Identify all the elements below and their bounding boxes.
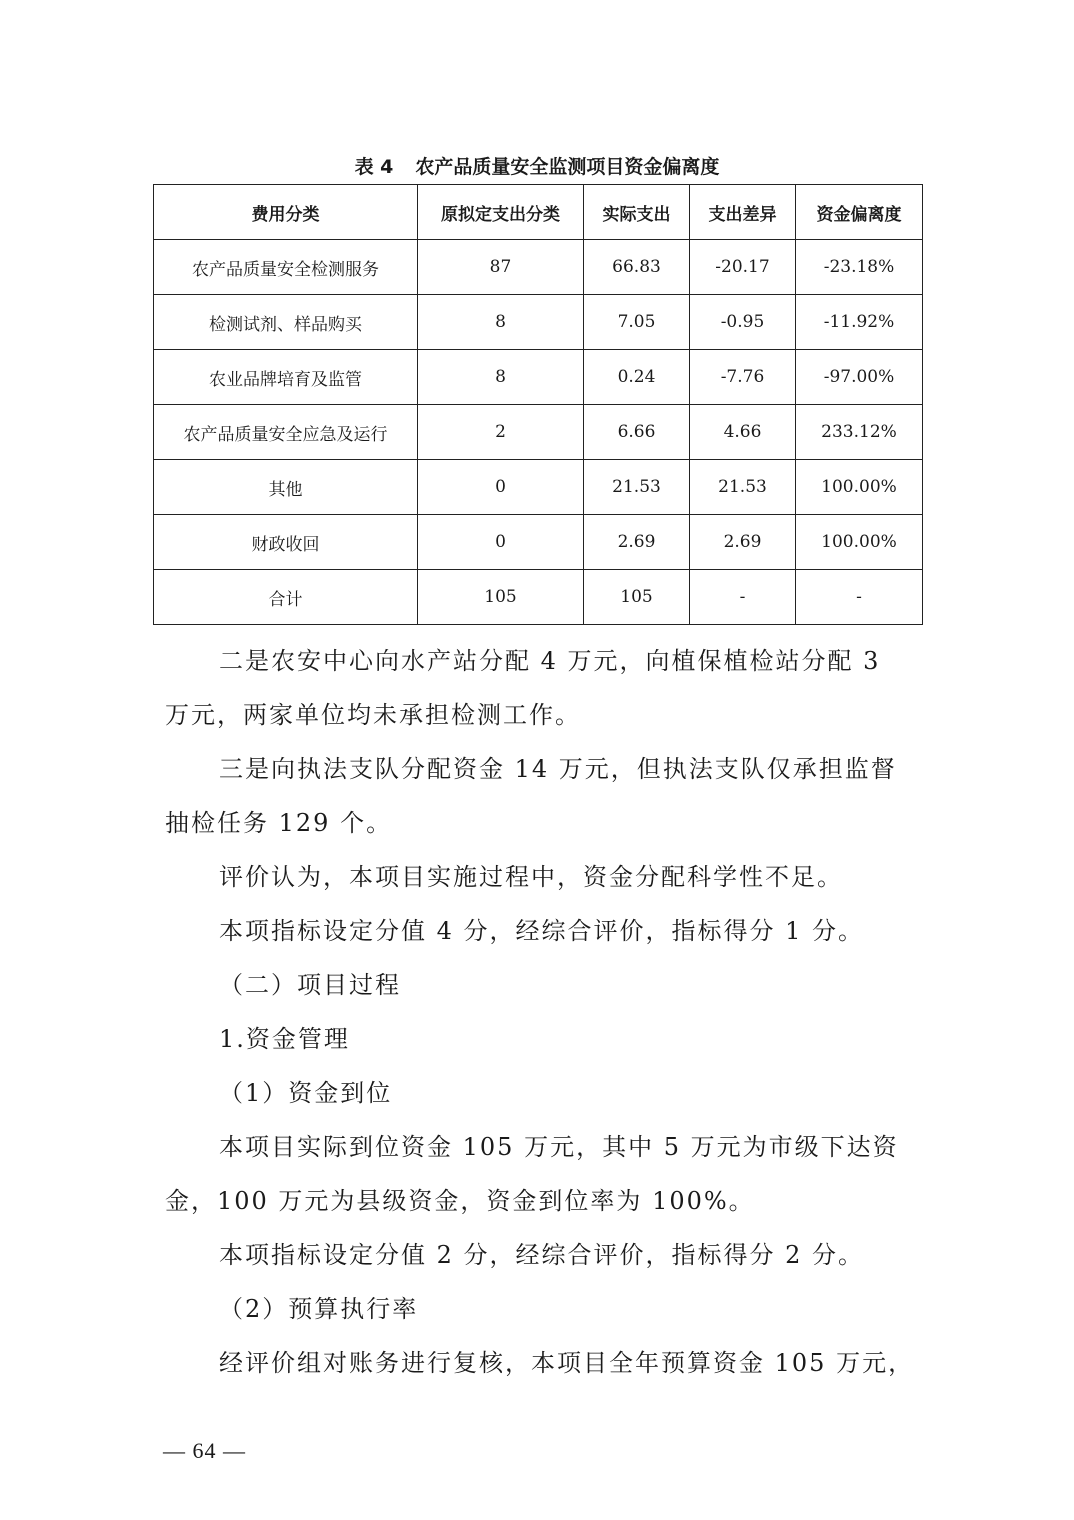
table-row [154, 240, 923, 295]
table-row [154, 460, 923, 515]
fund-deviation-table [153, 184, 923, 625]
cell-deviation: -11.92% [796, 295, 923, 350]
item-budget-rate: （2）预算执行率 [219, 1295, 419, 1323]
paragraph-score-2: 本项指标设定分值 2 分，经综合评价，指标得分 2 分。 [219, 1241, 865, 1269]
subsection-fund-management: 1.资金管理 [219, 1025, 350, 1053]
cell-actual: 0.24 [584, 350, 690, 405]
cell-category: 农产品质量安全检测服务 [154, 240, 418, 295]
cell-difference: -7.76 [690, 350, 796, 405]
paragraph-evaluation: 评价认为，本项目实施过程中，资金分配科学性不足。 [219, 863, 843, 891]
header-deviation: 资金偏离度 [796, 185, 923, 240]
cell-actual: 6.66 [584, 405, 690, 460]
cell-planned: 0 [418, 515, 584, 570]
cell-planned: 8 [418, 350, 584, 405]
paragraph-fund-arrival: 本项目实际到位资金 105 万元，其中 5 万元为市级下达资金，100 万元为县级资金，资金到位率为 100%。 [165, 1133, 899, 1215]
cell-deviation: -97.00% [796, 350, 923, 405]
paragraph-budget-review: 经评价组对账务进行复核，本项目全年预算资金 105 万元， [219, 1349, 915, 1377]
page-number: — 64 — [163, 1438, 246, 1463]
paragraph-enforcement: 三是向执法支队分配资金 14 万元，但执法支队仅承担监督抽检任务 129 个。 [165, 755, 897, 837]
paragraph-score-1: 本项指标设定分值 4 分，经综合评价，指标得分 1 分。 [219, 917, 865, 945]
cell-actual: 2.69 [584, 515, 690, 570]
cell-category: 合计 [154, 570, 418, 625]
cell-category: 农业品牌培育及监管 [154, 350, 418, 405]
cell-actual: 105 [584, 570, 690, 625]
table-caption [153, 152, 921, 179]
cell-planned: 87 [418, 240, 584, 295]
table-title: 农产品质量安全监测项目资金偏离度 [415, 156, 720, 178]
cell-category: 检测试剂、样品购买 [154, 295, 418, 350]
cell-actual: 66.83 [584, 240, 690, 295]
section-heading-process: （二）项目过程 [219, 971, 401, 999]
table-total-row [154, 570, 923, 625]
cell-planned: 8 [418, 295, 584, 350]
table-row [154, 295, 923, 350]
cell-planned: 2 [418, 405, 584, 460]
cell-deviation: 233.12% [796, 405, 923, 460]
paragraph-water-station: 二是农安中心向水产站分配 4 万元，向植保植检站分配 3 万元，两家单位均未承担检测工作。 [165, 647, 881, 729]
cell-category: 农产品质量安全应急及运行 [154, 405, 418, 460]
cell-category: 其他 [154, 460, 418, 515]
cell-planned: 105 [418, 570, 584, 625]
header-actual: 实际支出 [584, 185, 690, 240]
cell-difference: 2.69 [690, 515, 796, 570]
cell-difference: -20.17 [690, 240, 796, 295]
table-row [154, 350, 923, 405]
cell-planned: 0 [418, 460, 584, 515]
cell-difference: -0.95 [690, 295, 796, 350]
table-row [154, 405, 923, 460]
cell-difference: 4.66 [690, 405, 796, 460]
cell-actual: 7.05 [584, 295, 690, 350]
cell-deviation: 100.00% [796, 460, 923, 515]
table-number: 表 4 [354, 156, 394, 178]
header-category: 费用分类 [154, 185, 418, 240]
header-planned: 原拟定支出分类 [418, 185, 584, 240]
item-fund-arrival: （1）资金到位 [219, 1079, 393, 1107]
cell-difference: 21.53 [690, 460, 796, 515]
cell-actual: 21.53 [584, 460, 690, 515]
table-header-row [154, 185, 923, 240]
cell-deviation: 100.00% [796, 515, 923, 570]
cell-category: 财政收回 [154, 515, 418, 570]
header-difference: 支出差异 [690, 185, 796, 240]
cell-deviation: - [796, 570, 923, 625]
cell-deviation: -23.18% [796, 240, 923, 295]
cell-difference: - [690, 570, 796, 625]
table-row [154, 515, 923, 570]
